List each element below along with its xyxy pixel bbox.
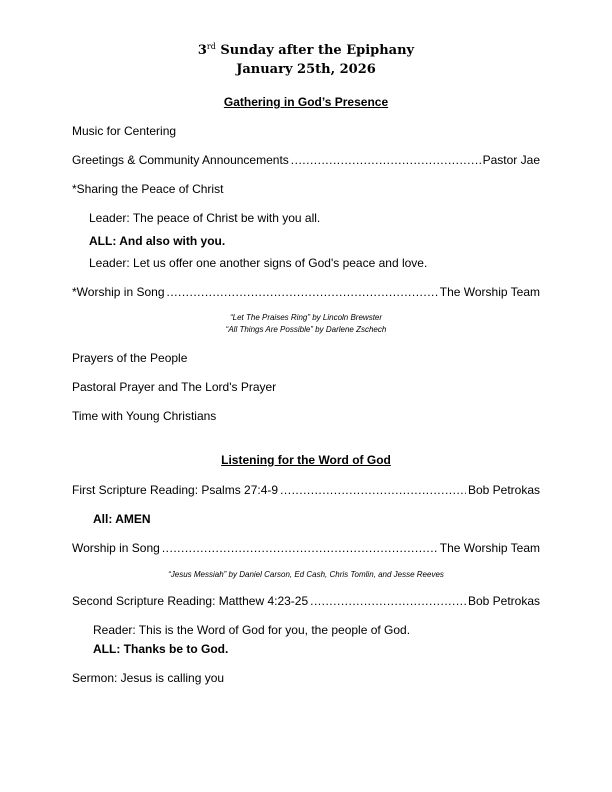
second-reading-line: [72, 594, 540, 608]
second-reading-label: Second Scripture Reading: Matthew 4:23-25: [72, 594, 309, 608]
sermon-title: Sermon: Jesus is calling you: [72, 671, 225, 685]
greetings-line: [72, 153, 540, 167]
dot-leader: [167, 285, 438, 299]
worship-label: Worship in Song: [72, 541, 160, 555]
worship-person: The Worship Team: [439, 541, 540, 555]
service-title: [0, 42, 612, 58]
worship-label: *Worship in Song: [72, 285, 165, 299]
song-credit-3: “Jesus Messiah” by Daniel Carson, Ed Cash, Chris Tomlin, and Jesse Reeves: [168, 570, 444, 579]
first-reading-label: First Scripture Reading: Psalms 27:4-9: [72, 483, 279, 497]
amen-response: All: AMEN: [93, 512, 151, 526]
title-ordinal: 3: [197, 43, 207, 58]
dot-leader: [162, 541, 438, 555]
greetings-label: Greetings & Community Announcements: [72, 153, 289, 167]
dot-leader: [291, 153, 481, 167]
section-heading-gathering: Gathering in God’s Presence: [223, 95, 389, 109]
prayers-of-people: Prayers of the People: [72, 351, 188, 365]
section-heading-word: Listening for the Word of God: [221, 453, 391, 467]
greetings-person: Pastor Jae: [482, 153, 540, 167]
first-reading-line: [72, 483, 540, 497]
leader-line-2: Leader: Let us offer one another signs of God's peace and love.: [89, 256, 428, 270]
title-ordinal-suffix: rd: [206, 42, 216, 51]
music-for-centering: Music for Centering: [72, 124, 177, 138]
worship-person: The Worship Team: [439, 285, 540, 299]
leader-line-1: Leader: The peace of Christ be with you all.: [89, 211, 321, 225]
reader-line: Reader: This is the Word of God for you, the people of God.: [93, 623, 411, 637]
title-text: Sunday after the Epiphany: [215, 43, 415, 58]
song-credit-1: “Let The Praises Ring” by Lincoln Brewster: [229, 313, 383, 322]
thanks-response: ALL: Thanks be to God.: [93, 642, 229, 656]
dot-leader: [310, 594, 466, 608]
all-response-1: ALL: And also with you.: [89, 234, 226, 248]
sharing-peace: *Sharing the Peace of Christ: [72, 182, 224, 196]
dot-leader: [280, 483, 466, 497]
song-credit-2: “All Things Are Possible” by Darlene Zschech: [225, 325, 387, 334]
worship-line-2: [72, 541, 540, 555]
service-date: January 25th, 2026: [236, 62, 376, 77]
worship-line-1: [72, 285, 540, 299]
young-christians: Time with Young Christians: [72, 409, 217, 423]
pastoral-prayer: Pastoral Prayer and The Lord's Prayer: [72, 380, 277, 394]
first-reading-person: Bob Petrokas: [467, 483, 540, 497]
second-reading-person: Bob Petrokas: [467, 594, 540, 608]
